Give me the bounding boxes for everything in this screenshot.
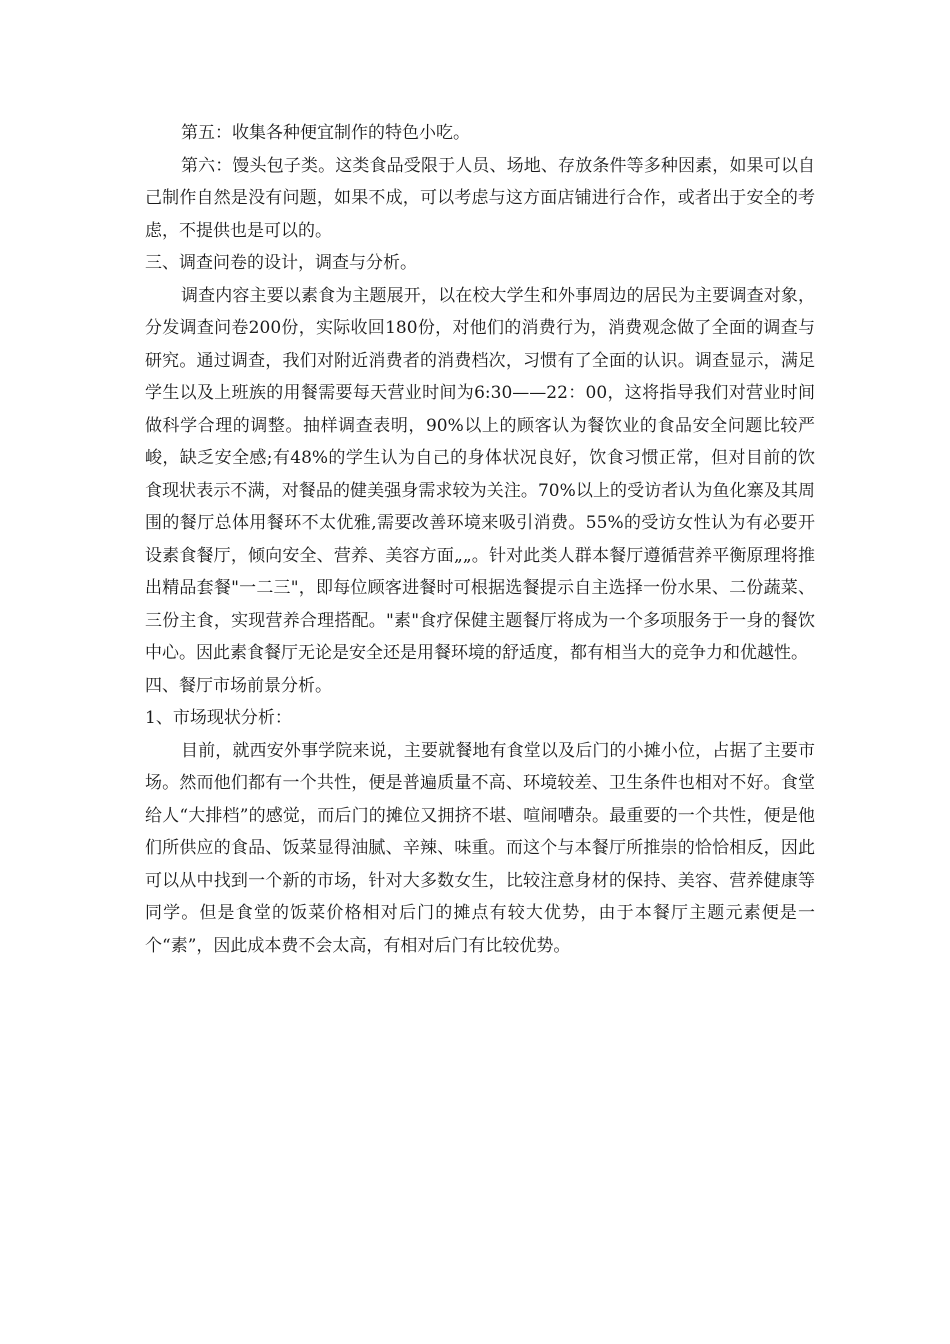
paragraph-item-five: 第五：收集各种便宜制作的特色小吃。 bbox=[181, 123, 470, 143]
paragraph-market-status-body: 目前，就西安外事学院来说，主要就餐地有食堂以及后门的小摊小位，占据了主要市场。然而他们都有一个共性，便是普遍质量不高、环境较差、卫生条件也相对不好。食堂给人“大排档”的感觉，而后门的摊位又拥挤不堪、喧闹嘈杂。最重要的一个共性，便是他们所供应的食品、饭菜显得油腻、辛辣、味重。而这个与本餐厅所推崇的恰恰相反，因此可以从中找到一个新的市场，针对大多数女生，比较注意身材的保持、美容、营养健康等同学。但是食堂的饭菜价格相对后门的摊点有较大优势，由于本餐厅主题元素便是一个“素”，因此成本费不会太高，有相对后门有比较优势。 bbox=[145, 740, 815, 956]
section-heading-survey: 三、调查问卷的设计，调查与分析。 bbox=[145, 253, 417, 273]
subsection-heading-market-status: 1、市场现状分析： bbox=[145, 708, 292, 728]
document-page bbox=[145, 117, 815, 962]
paragraph-item-six: 第六：馒头包子类。这类食品受限于人员、场地、存放条件等多种因素，如果可以自己制作自然是没有问题，如果不成，可以考虑与这方面店铺进行合作，或者出于安全的考虑，不提供也是可以的。 bbox=[145, 155, 815, 241]
paragraph-survey-body: 调查内容主要以素食为主题展开，以在校大学生和外事周边的居民为主要调查对象，分发调查问卷200份，实际收回180份，对他们的消费行为，消费观念做了全面的调查与研究。通过调查，我们对附近消费者的消费档次，习惯有了全面的认识。调查显示，满足学生以及上班族的用餐需要每天营业时间为6:30——22：00，这将指导我们对营业时间做科学合理的调整。抽样调查表明，90%以上的顾客认为餐饮业的食品安全问题比较严峻，缺乏安全感;有48%的学生认为自己的身体状况良好，饮食习惯正常，但对目前的饮食现状表示不满，对餐品的健美强身需求较为关注。70%以上的受访者认为鱼化寨及其周围的餐厅总体用餐环不太优雅,需要改善环境来吸引消费。55%的受访女性认为有必要开设素食餐厅，倾向安全、营养、美容方面„„。针对此类人群本餐厅遵循营养平衡原理将推出精品套餐"一二三"，即每位顾客进餐时可根据选餐提示自主选择一份水果、二份蔬菜、三份主食，实现营养合理搭配。"素"食疗保健主题餐厅将成为一个多项服务于一身的餐饮中心。因此素食餐厅无论是安全还是用餐环境的舒适度，都有相当大的竞争力和优越性。 bbox=[145, 285, 815, 663]
section-heading-market-outlook: 四、餐厅市场前景分析。 bbox=[145, 675, 332, 696]
